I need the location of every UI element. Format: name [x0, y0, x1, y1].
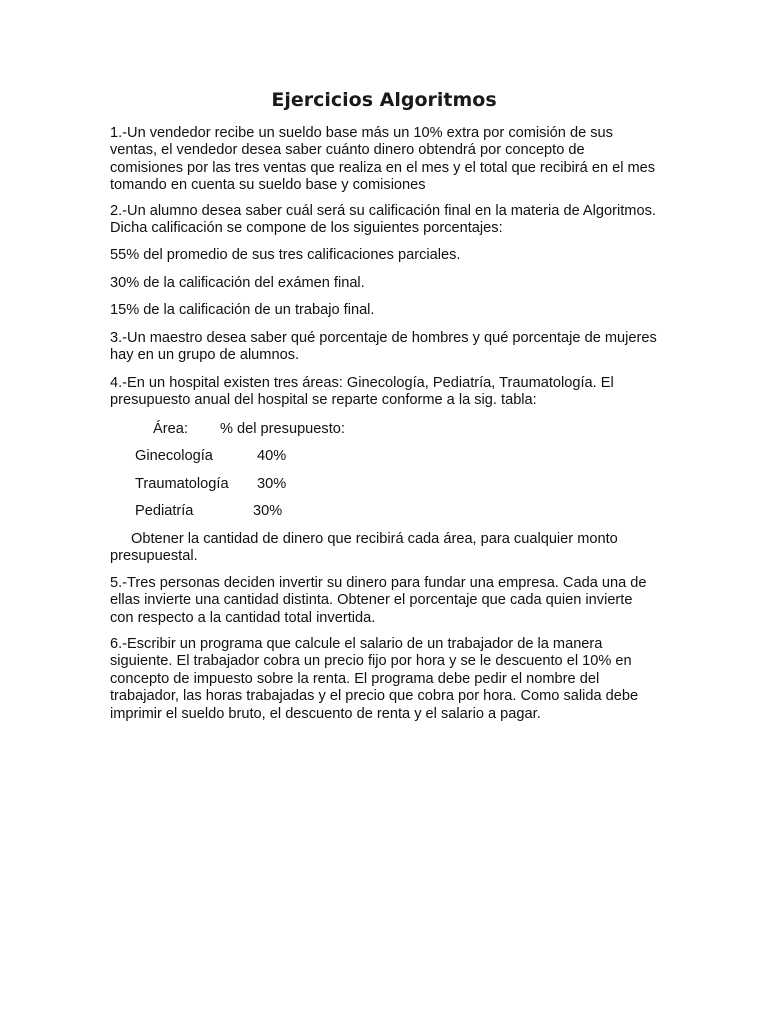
table-row-percent: 30%	[253, 503, 283, 519]
exercise-6-text: 6.-Escribir un programa que calcule el salario de un trabajador de la manera siguiente. El trabajador cobra un precio fijo por hora y se le descuento el 10% en concepto de impuesto sobre la renta. El programa debe pedir el nombre del trabajador, las horas trabajadas y el precio que cobra por hora. Como salida debe imprimir el sueldo bruto, el descuento de renta y el salario a pagar.	[110, 636, 639, 722]
document-title: Ejercicios Algoritmos	[271, 89, 497, 111]
exercise-2-text: 2.-Un alumno desea saber cuál será su calificación final en la materia de Algoritmos. Dicha calificación se compone de los siguientes porcentajes:	[110, 203, 656, 237]
exercise-4-task: Obtener la cantidad de dinero que recibirá cada área, para cualquier monto presupuestal.	[110, 531, 618, 565]
table-header-area: Área:	[153, 421, 188, 437]
exercise-3-text: 3.-Un maestro desea saber qué porcentaje de hombres y qué porcentaje de mujeres hay en un grupo de alumnos.	[110, 330, 657, 364]
exercise-2-item-2: 30% de la calificación del exámen final.	[110, 275, 365, 291]
table-row-area: Traumatología	[135, 476, 229, 492]
exercise-1-text: 1.-Un vendedor recibe un sueldo base más un 10% extra por comisión de sus ventas, el vendedor desea saber cuánto dinero obtendrá por concepto de comisiones por las tres ventas que realiza en el mes y el total que recibirá en el mes tomando en cuenta su sueldo base y comisiones	[110, 125, 656, 194]
table-row-percent: 30%	[257, 476, 287, 492]
table-row-area: Ginecología	[135, 448, 213, 464]
exercise-4-text: 4.-En un hospital existen tres áreas: Ginecología, Pediatría, Traumatología. El presupuesto anual del hospital se reparte conforme a la sig. tabla:	[110, 375, 614, 409]
exercise-2-item-1: 55% del promedio de sus tres calificaciones parciales.	[110, 247, 461, 263]
exercise-2-item-3: 15% de la calificación de un trabajo final.	[110, 302, 375, 318]
table-row-area: Pediatría	[135, 503, 194, 519]
table-header-budget: % del presupuesto:	[220, 421, 345, 437]
table-row-percent: 40%	[257, 448, 287, 464]
exercise-5-text: 5.-Tres personas deciden invertir su dinero para fundar una empresa. Cada una de ellas invierte una cantidad distinta. Obtener el porcentaje que cada quien invierte con respecto a la cantidad total invertida.	[110, 575, 647, 626]
